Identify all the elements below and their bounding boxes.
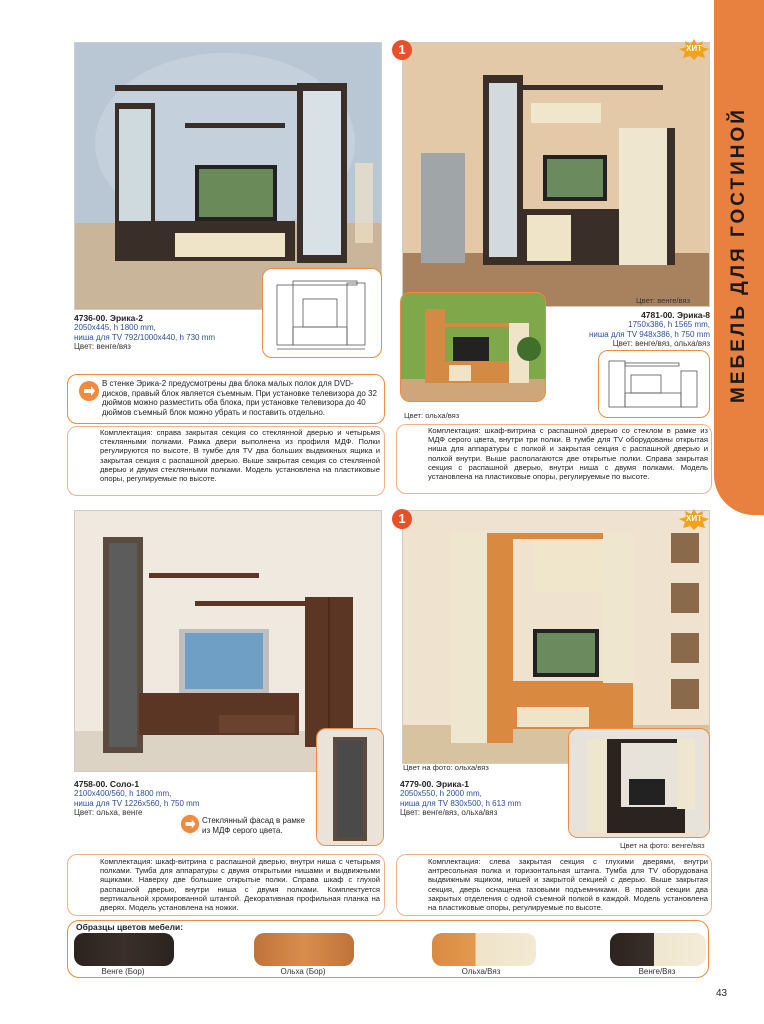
product-description: Комплектация: слева закрытая секция с глухими дверями, внутри антресольная полка и горизонтальная штанга. Тумба для TV оборудована выдвижным ящиком, нишей и закрытой секцией с дверью. Выше закрытая секция, дверь оснащена газовыми подъемниками. В правой секции два закрытых отделения с одной съемной полкой в каждой. Модель установлена на пластиковые опоры, регулируемые по высоте. xyxy=(428,857,708,913)
swatch-label: Ольха/Вяз xyxy=(461,967,501,976)
product-color: Цвет: венге/вяз, ольха/вяз xyxy=(400,808,498,817)
product-color: Цвет: венге/вяз, ольха/вяз xyxy=(612,339,710,348)
product-code: 4779-00. Эрика-1 xyxy=(400,779,469,789)
product-description: Комплектация: справа закрытая секция со стеклянной дверью и четырьмя стеклянными полками. Рамка двери выполнена из профиля МДФ. Полки регулируются по высоте. В тумбе для TV два больших выдвижных ящика и закрытая секция с распашной дверью. Выше закрытая секция со стеклянной дверью и двумя стеклянными полками. Модель установлена на пластиковые опоры, регулируемые по высоте. xyxy=(100,428,380,484)
swatch-label: Венге (Бор) xyxy=(101,967,145,976)
product-dims: 2100x400/560, h 1800 mm, xyxy=(74,789,172,798)
product-dims-niche: ниша для TV 1226x560, h 750 mm xyxy=(74,798,200,808)
swatch-wenge-elm xyxy=(610,933,706,966)
side-tab-label: МЕБЕЛЬ ДЛЯ ГОСТИНОЙ xyxy=(728,107,749,403)
badge-one: 1 xyxy=(398,42,406,57)
product-dims: 2050x445, h 1800 mm, xyxy=(74,323,156,332)
swatch-label: Венге/Вяз xyxy=(638,967,676,976)
product-dims: 1750x386, h 1565 mm, xyxy=(628,320,710,329)
swatch-label: Ольха (Бор) xyxy=(280,967,326,976)
swatch-alder-elm xyxy=(432,933,536,966)
badge-hit: ХИТ xyxy=(686,514,702,523)
badge-one: 1 xyxy=(398,511,406,526)
swatch-wenge xyxy=(74,933,174,966)
product-dims-niche: ниша для TV 830x500, h 613 mm xyxy=(400,798,522,808)
photo-caption: Цвет на фото: ольха/вяз xyxy=(403,763,489,772)
product-description: Комплектация: шкаф-витрина с распашной дверью со стеклом в рамке из МДФ серого цвета, внутри три полки. В тумбе для TV оборудованы открытая ниша для аппаратуры с полкой и закрытая секция с распашной дверью и полкой внутри. Выше располагаются две открытые полки. Справа закрытая секция с распашной дверью, внутри ниша с двумя полками. Модель установлена на пластиковые опоры, регулируемые по высоте. xyxy=(428,426,708,482)
schematic-erika-2 xyxy=(262,268,382,358)
inset-photo-erika-8 xyxy=(400,292,546,402)
product-description: Комплектация: шкаф-витрина с распашной дверью, внутри ниша с четырьмя полками. Тумба для аппаратуры с двумя открытыми нишами и выдвижными ящиками. Наверху две большие открытые полки. Справа шкаф с глухой распашной дверью, внутри ниша с двумя полками. Комплектуется вертикальной хромированной штангой. Декоративная профильная планка на дверях. Модель установлена на ножки. xyxy=(100,857,380,913)
tip-text: Стеклянный фасад в рамке из МДФ серого цвета. xyxy=(202,816,305,835)
product-code: 4736-00. Эрика-2 xyxy=(74,313,143,323)
product-dims-niche: ниша для TV 792/1000x440, h 730 mm xyxy=(74,332,216,342)
schematic-erika-8 xyxy=(598,350,710,418)
product-code: 4758-00. Соло-1 xyxy=(74,779,140,789)
info-arrow-icon xyxy=(180,814,200,834)
info-arrow-icon xyxy=(78,380,100,402)
product-dims-niche: ниша для TV 948x386, h 750 mm xyxy=(588,329,710,339)
photo-caption: Цвет: венге/вяз xyxy=(636,296,691,305)
page-number: 43 xyxy=(716,988,728,999)
product-photo-erika-1 xyxy=(402,510,710,764)
inset-caption: Цвет на фото: венге/вяз xyxy=(620,841,705,850)
product-dims: 2050x550, h 2000 mm, xyxy=(400,789,482,798)
product-color: Цвет: венге/вяз xyxy=(74,342,131,351)
product-code: 4781-00. Эрика-8 xyxy=(641,310,710,320)
color-samples-title: Образцы цветов мебели: xyxy=(76,922,184,932)
badge-hit: ХИТ xyxy=(686,44,702,53)
tip-text: В стенке Эрика-2 предусмотрены два блока малых полок для DVD-дисков, правый блок является съемным. При установке телевизора до 32 дюймов можно разместить оба блока, при установке телевизора до 40 дюймов съемный блок можно убрать и поставить отдельно. xyxy=(102,379,377,417)
product-photo-erika-8 xyxy=(402,42,710,307)
product-color: Цвет: ольха, венге xyxy=(74,808,143,817)
inset-photo-solo-1 xyxy=(316,728,384,846)
swatch-alder xyxy=(254,933,354,966)
inset-caption: Цвет: ольха/вяз xyxy=(404,411,460,420)
